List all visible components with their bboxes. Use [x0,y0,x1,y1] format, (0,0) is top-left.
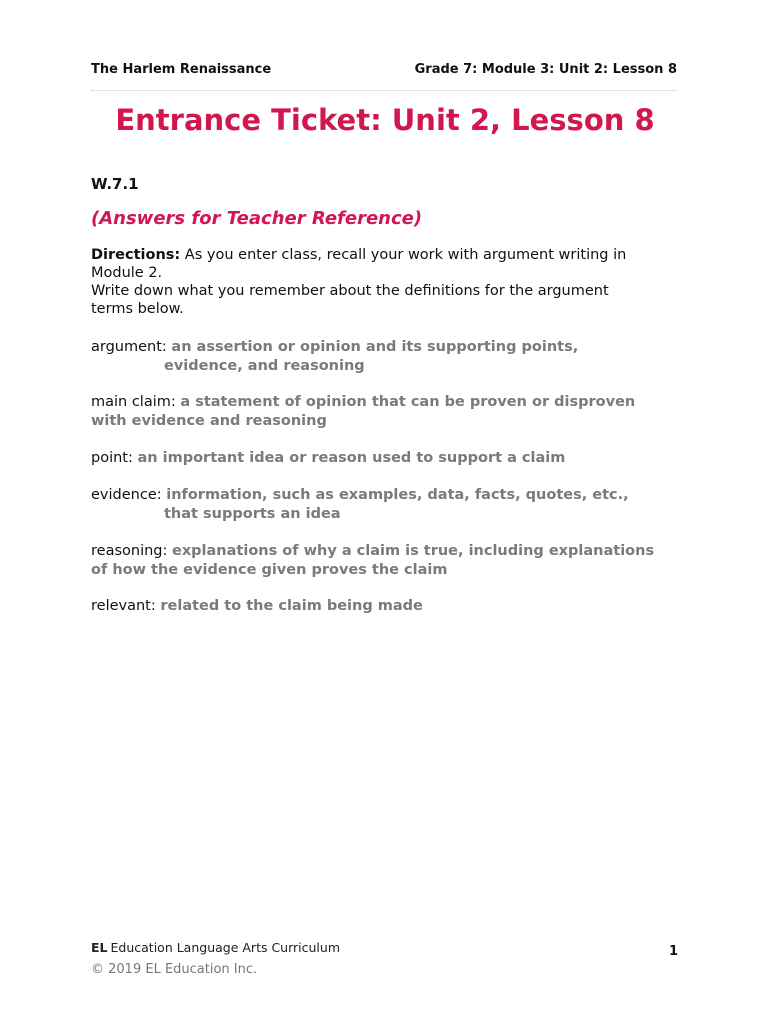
term-label: argument: [91,339,167,355]
term-label: main claim: [91,394,176,410]
term-label: evidence: [91,487,162,503]
term-evidence [91,486,691,523]
term-relevant [91,597,691,616]
copyright-notice: © 2019 EL Education Inc. [91,962,258,977]
term-answer: information, such as examples, data, facts, quotes, etc., [166,487,629,503]
term-answer-continued: of how the evidence given proves the claim [91,561,448,578]
term-answer-continued: that supports an idea [164,505,341,522]
term-answer-continued: evidence, and reasoning [164,357,365,374]
directions-line1: As you enter class, recall your work with argument writing in Module 2. [91,247,627,281]
el-logo-icon: EL [91,940,108,955]
term-answer-continued: with evidence and reasoning [91,412,327,429]
header-divider [91,90,677,91]
curriculum-logo [91,940,340,955]
term-answer: an important idea or reason used to support a claim [137,450,566,466]
page-title: Entrance Ticket: Unit 2, Lesson 8 [115,103,655,137]
term-point [91,449,691,468]
term-answer: a statement of opinion that can be proven or disproven [180,394,636,410]
curriculum-name: Education Language Arts Curriculum [110,940,341,955]
directions-line2: Write down what you remember about the definitions for the argument terms below. [91,283,609,317]
term-label: relevant: [91,598,156,614]
term-answer: related to the claim being made [160,598,423,614]
directions [91,246,651,318]
term-label: reasoning: [91,543,168,559]
header-lesson-path: Grade 7: Module 3: Unit 2: Lesson 8 [414,62,677,77]
page-number: 1 [668,944,678,959]
teacher-reference-heading: (Answers for Teacher Reference) [91,208,423,229]
term-reasoning [91,542,691,579]
standard-code: W.7.1 [91,175,139,193]
header-unit-title: The Harlem Renaissance [91,62,272,77]
term-main-claim [91,393,671,430]
term-label: point: [91,450,133,466]
term-answer: an assertion or opinion and its supporting points, [171,339,579,355]
page-header [91,62,677,80]
directions-label: Directions: [91,247,181,263]
term-argument [91,338,691,375]
term-answer: explanations of why a claim is true, including explanations [171,543,655,559]
